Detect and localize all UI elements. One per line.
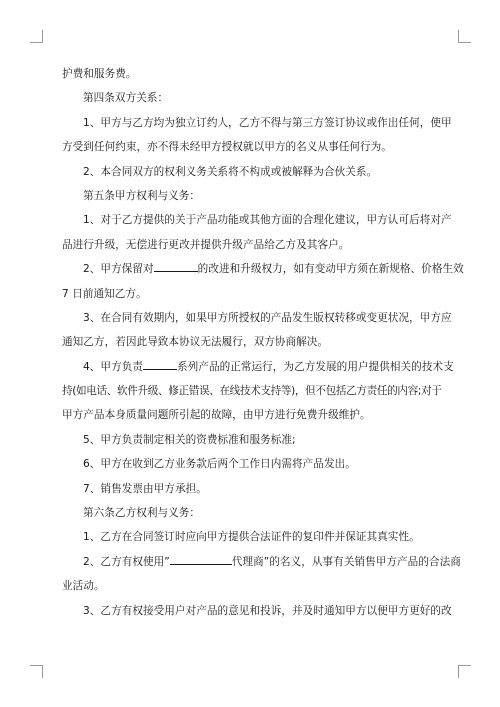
paragraph-line: 1、甲方与乙方均为独立订约人，乙方不得与第三方签订协议或作出任何，使甲 [83,116,452,129]
paragraph-text: 系列产品的正常运行，为乙方发展的用户提供相关的技术支 [177,360,454,373]
crop-mark-top-left [30,30,43,43]
paragraph-line: 品进行升级，无偿进行更改并提供升级产品给乙方及其客户。 [62,238,350,251]
paragraph-line: 1、乙方在合同签订时应向甲方提供合法证件的复印件并保证其真实性。 [83,531,420,544]
paragraph-line: 甲方产品本身质量问题所引起的故障，由甲方进行免费升级维护。 [62,409,371,422]
paragraph-line: 业活动。 [62,580,105,593]
crop-mark-bottom-left [30,665,43,678]
crop-mark-bottom-right [458,665,471,678]
paragraph-text: 2、甲方保留对 [83,263,154,276]
paragraph-line: 6、甲方在收到乙方业务款后两个工作日内需将产品发出。 [83,458,356,471]
paragraph-line [62,355,454,379]
fill-in-blank [143,357,177,370]
fill-in-blank [170,552,232,565]
crop-mark-top-right [458,30,471,43]
paragraph-text: 4、甲方负责 [83,360,144,373]
paragraph-text: 代理商”的名义，从事有关销售甲方产品的合法商 [231,555,461,568]
paragraph-text: 2、乙方有权使用” [83,555,170,568]
paragraph-line: 5、甲方负责制定相关的资费标准和服务标准; [83,433,296,446]
paragraph-line: 7、销售发票由甲方承担。 [83,482,207,495]
paragraph-line: 7 日前通知乙方。 [62,287,147,300]
paragraph-line: 方受到任何约束，亦不得未经甲方授权就以甲方的名义从事任何行为。 [62,141,392,154]
fill-in-blank [154,259,198,272]
paragraph-text: 的改进和升级权力，如有变动甲方须在新规格、价格生效 [197,263,464,276]
section-heading: 第六条乙方权利与义务： [83,507,201,520]
paragraph-line: 3、乙方有权接受用户对产品的意见和投诉，并及时通知甲方以便甲方更好的改 [83,604,452,617]
paragraph-line: 通知乙方，若因此导致本协议无法履行，双方协商解决。 [62,336,329,349]
section-heading: 第五条甲方权利与义务： [83,189,201,202]
paragraph-line [62,550,461,574]
section-heading: 第四条双方关系： [83,92,169,105]
paragraph-line: 1、对于乙方提供的关于产品功能或其他方面的合理化建议，甲方认可后将对产 [83,214,452,227]
paragraph-line: 3、在合同有效期内，如果甲方所授权的产品发生版权转移或变更状况，甲方应 [83,311,452,324]
paragraph-line: 持(如电话、软件升级、修正错误、在线技术支持等)，但不包括乙方责任的内容;对于 [62,385,442,398]
paragraph-line: 2、本合同双方的权利义务关系将不构成或被解释为合伙关系。 [83,165,378,178]
document-body [62,62,464,623]
paragraph-line: 护费和服务费。 [62,68,137,80]
paragraph-line [62,257,464,281]
